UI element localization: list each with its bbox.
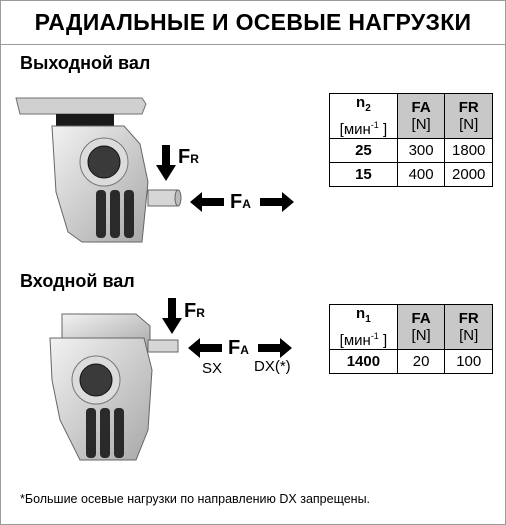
output-axial-force-label: FA [230,191,251,213]
fa-cell: 400 [397,163,445,187]
fr-header: FR [N] [445,94,493,139]
output-shaft-label: Выходной вал [20,53,151,73]
fa-cell: 300 [397,139,445,163]
input-shaft-label: Входной вал [20,271,135,291]
output-radial-force-label: FR [178,146,199,168]
speed-header: $n_1$ [мин$^{-1}$ ] [330,305,398,350]
speed-cell: 1400 [330,350,398,374]
input-shaft-table [329,304,493,374]
input-radial-force-label: FR [184,300,205,322]
table-row [330,163,493,187]
table-header-row [330,305,493,350]
fr-cell: 2000 [445,163,493,187]
speed-cell: 15 [330,163,398,187]
output-radial-force-arrow [156,145,176,181]
input-radial-force-arrow [162,298,182,334]
direction-sx-label: SX [202,360,223,377]
title-bar [1,1,505,45]
speed-header: $n_2$ [мин$^{-1}$ ] [330,94,398,139]
direction-dx-label: DX(*) [254,358,291,375]
table-row [330,139,493,163]
output-shaft-table [329,93,493,187]
fr-cell: 100 [445,350,493,374]
fa-cell: 20 [397,350,445,374]
speed-cell: 25 [330,139,398,163]
input-gearbox-illustration [40,310,200,470]
fa-header: FA [N] [397,94,445,139]
footnote: *Большие осевые нагрузки по направлению DX запрещены. [20,492,371,506]
fr-cell: 1800 [445,139,493,163]
fa-header: FA [N] [397,305,445,350]
fr-header: FR [N] [445,305,493,350]
output-gearbox-illustration [12,92,212,252]
input-axial-force-label: FA [228,337,249,359]
table-row [330,350,493,374]
page-title: РАДИАЛЬНЫЕ И ОСЕВЫЕ НАГРУЗКИ [34,9,472,35]
table-header-row [330,94,493,139]
